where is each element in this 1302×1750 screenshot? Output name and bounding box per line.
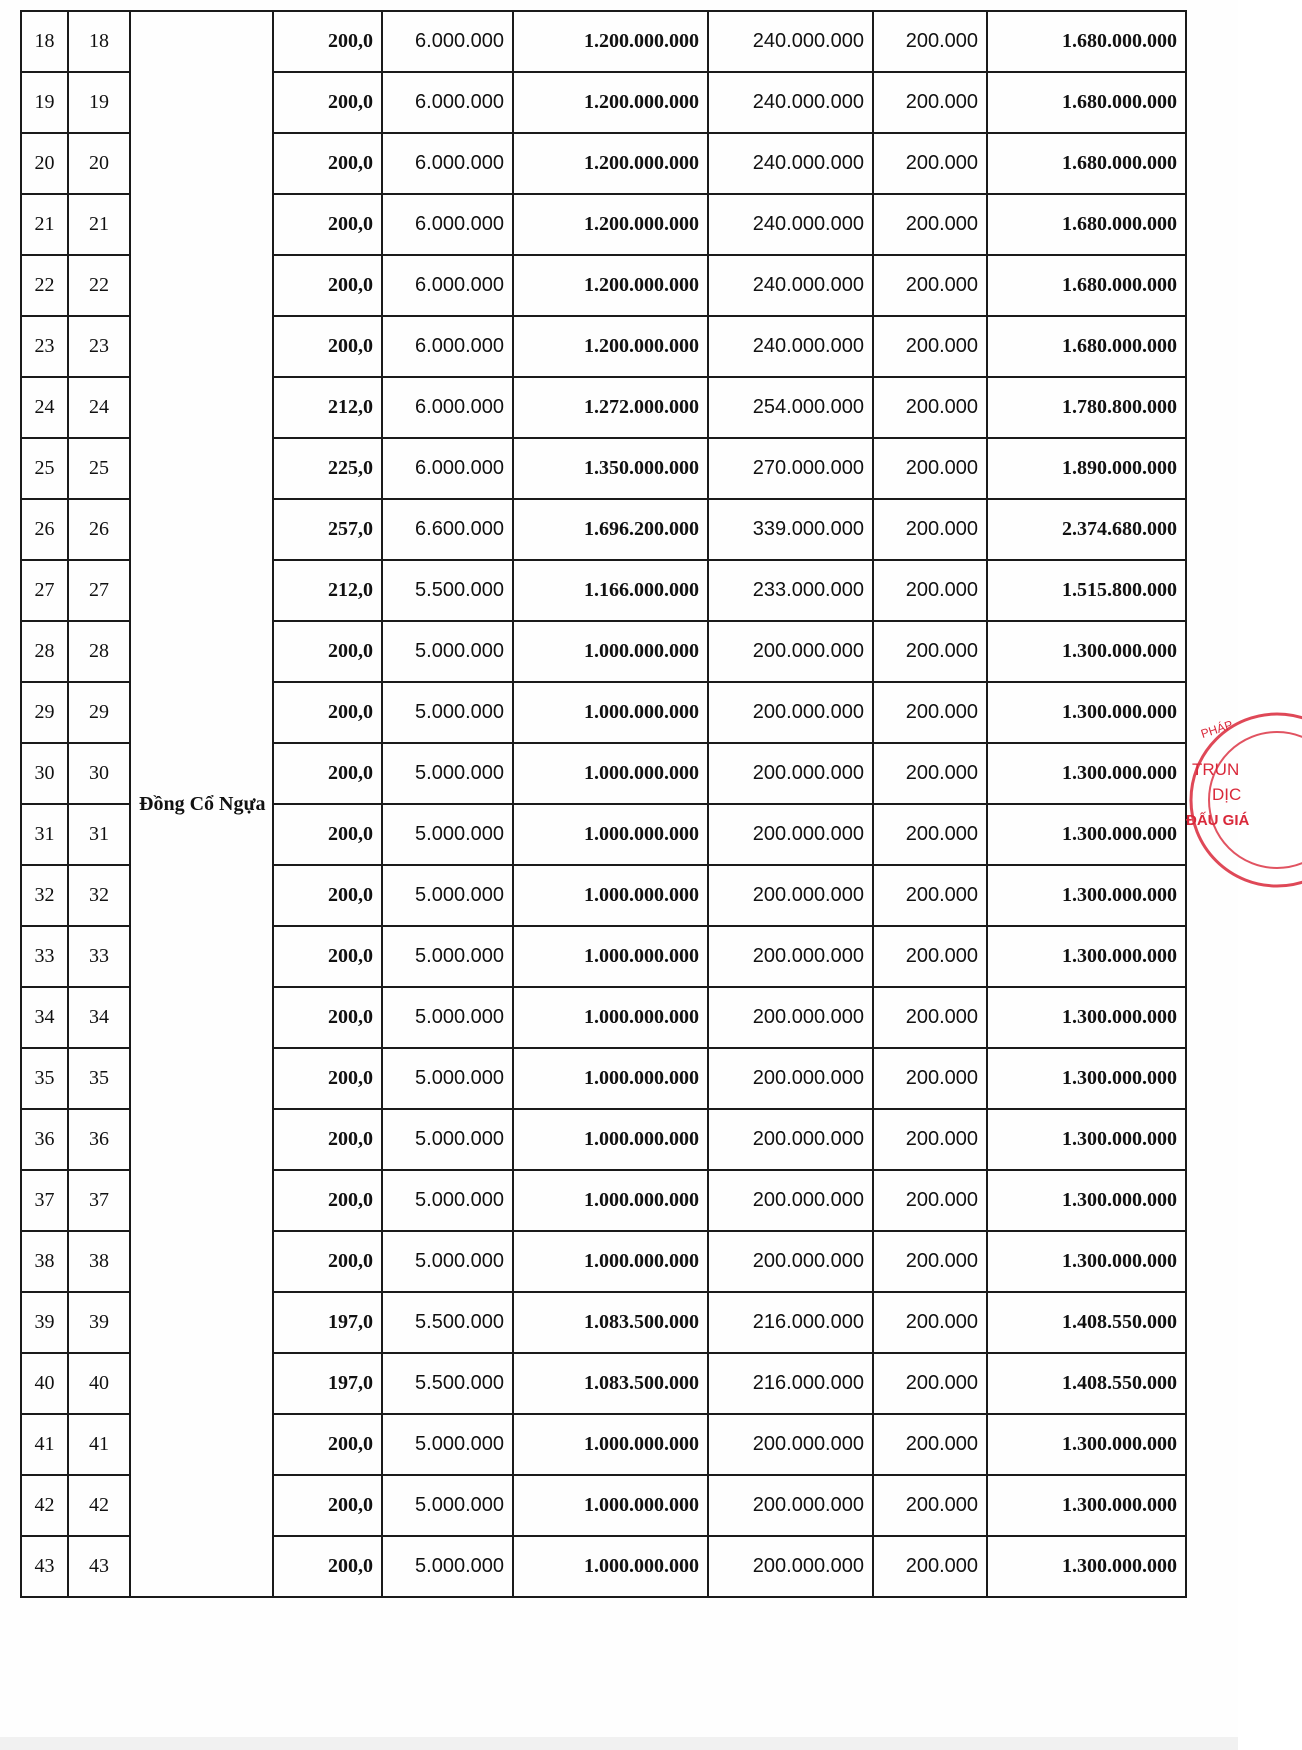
total-price-cell: 1.000.000.000 [513,1536,708,1597]
total-price-cell: 1.272.000.000 [513,377,708,438]
total-price-cell: 1.000.000.000 [513,1475,708,1536]
fee-cell: 200.000 [873,1170,987,1231]
unit-price-cell: 5.000.000 [382,804,513,865]
fee-cell: 200.000 [873,133,987,194]
auction-lots-table [20,10,1187,1598]
fee-cell: 200.000 [873,865,987,926]
deposit-cell: 200.000.000 [708,1170,873,1231]
row-index-cell: 21 [21,194,68,255]
fee-cell: 200.000 [873,1292,987,1353]
lot-number-cell: 37 [68,1170,130,1231]
deposit-cell: 200.000.000 [708,743,873,804]
deposit-cell: 216.000.000 [708,1292,873,1353]
row-index-cell: 38 [21,1231,68,1292]
row-index-cell: 40 [21,1353,68,1414]
lot-number-cell: 30 [68,743,130,804]
unit-price-cell: 5.000.000 [382,743,513,804]
fee-cell: 200.000 [873,11,987,72]
unit-price-cell: 6.000.000 [382,11,513,72]
area-cell: 200,0 [273,804,382,865]
row-index-cell: 26 [21,499,68,560]
area-cell: 200,0 [273,316,382,377]
deposit-cell: 240.000.000 [708,133,873,194]
area-cell: 200,0 [273,621,382,682]
unit-price-cell: 5.000.000 [382,1048,513,1109]
area-cell: 197,0 [273,1353,382,1414]
lot-number-cell: 28 [68,621,130,682]
deposit-cell: 240.000.000 [708,11,873,72]
lot-number-cell: 31 [68,804,130,865]
total-price-cell: 1.000.000.000 [513,1414,708,1475]
stamp-text: ĐẤU GIÁ [1186,812,1250,829]
row-index-cell: 42 [21,1475,68,1536]
unit-price-cell: 5.000.000 [382,1414,513,1475]
row-index-cell: 36 [21,1109,68,1170]
area-cell: 212,0 [273,377,382,438]
deposit-cell: 216.000.000 [708,1353,873,1414]
unit-price-cell: 5.000.000 [382,621,513,682]
row-index-cell: 30 [21,743,68,804]
total-price-cell: 1.166.000.000 [513,560,708,621]
lot-number-cell: 42 [68,1475,130,1536]
row-index-cell: 33 [21,926,68,987]
row-index-cell: 32 [21,865,68,926]
deposit-cell: 200.000.000 [708,987,873,1048]
final-amount-cell: 1.300.000.000 [987,1475,1186,1536]
fee-cell: 200.000 [873,682,987,743]
row-index-cell: 27 [21,560,68,621]
fee-cell: 200.000 [873,1353,987,1414]
row-index-cell: 29 [21,682,68,743]
fee-cell: 200.000 [873,926,987,987]
unit-price-cell: 6.000.000 [382,316,513,377]
total-price-cell: 1.000.000.000 [513,1170,708,1231]
row-index-cell: 31 [21,804,68,865]
final-amount-cell: 1.890.000.000 [987,438,1186,499]
deposit-cell: 200.000.000 [708,865,873,926]
total-price-cell: 1.000.000.000 [513,682,708,743]
final-amount-cell: 1.680.000.000 [987,316,1186,377]
stamp-text: PHÁP [1199,717,1235,741]
fee-cell: 200.000 [873,1109,987,1170]
lot-number-cell: 29 [68,682,130,743]
total-price-cell: 1.000.000.000 [513,1048,708,1109]
unit-price-cell: 5.000.000 [382,1231,513,1292]
area-cell: 200,0 [273,1109,382,1170]
total-price-cell: 1.200.000.000 [513,255,708,316]
fee-cell: 200.000 [873,743,987,804]
area-cell: 200,0 [273,1170,382,1231]
stamp-text: DỊC [1212,785,1242,804]
total-price-cell: 1.000.000.000 [513,987,708,1048]
unit-price-cell: 5.000.000 [382,1536,513,1597]
lot-number-cell: 21 [68,194,130,255]
area-cell: 200,0 [273,133,382,194]
unit-price-cell: 5.500.000 [382,560,513,621]
final-amount-cell: 1.300.000.000 [987,1231,1186,1292]
table-body [21,11,1186,1597]
deposit-cell: 200.000.000 [708,1536,873,1597]
fee-cell: 200.000 [873,1414,987,1475]
unit-price-cell: 5.000.000 [382,987,513,1048]
unit-price-cell: 6.000.000 [382,255,513,316]
row-index-cell: 39 [21,1292,68,1353]
total-price-cell: 1.000.000.000 [513,1231,708,1292]
unit-price-cell: 5.000.000 [382,865,513,926]
lot-number-cell: 34 [68,987,130,1048]
area-cell: 200,0 [273,1048,382,1109]
total-price-cell: 1.000.000.000 [513,865,708,926]
page-bottom-edge [0,1737,1238,1750]
deposit-cell: 200.000.000 [708,804,873,865]
row-index-cell: 35 [21,1048,68,1109]
area-cell: 200,0 [273,194,382,255]
area-cell: 200,0 [273,11,382,72]
deposit-cell: 200.000.000 [708,682,873,743]
fee-cell: 200.000 [873,194,987,255]
row-index-cell: 23 [21,316,68,377]
area-cell: 200,0 [273,1536,382,1597]
lot-number-cell: 41 [68,1414,130,1475]
lot-number-cell: 38 [68,1231,130,1292]
total-price-cell: 1.083.500.000 [513,1353,708,1414]
fee-cell: 200.000 [873,438,987,499]
unit-price-cell: 6.000.000 [382,377,513,438]
deposit-cell: 240.000.000 [708,194,873,255]
unit-price-cell: 5.000.000 [382,1475,513,1536]
final-amount-cell: 1.408.550.000 [987,1292,1186,1353]
total-price-cell: 1.200.000.000 [513,133,708,194]
unit-price-cell: 5.000.000 [382,926,513,987]
deposit-cell: 240.000.000 [708,72,873,133]
unit-price-cell: 6.000.000 [382,194,513,255]
unit-price-cell: 6.000.000 [382,72,513,133]
lot-number-cell: 43 [68,1536,130,1597]
deposit-cell: 200.000.000 [708,1109,873,1170]
fee-cell: 200.000 [873,377,987,438]
fee-cell: 200.000 [873,72,987,133]
area-cell: 200,0 [273,1414,382,1475]
lot-number-cell: 26 [68,499,130,560]
deposit-cell: 254.000.000 [708,377,873,438]
area-cell: 200,0 [273,255,382,316]
unit-price-cell: 6.000.000 [382,438,513,499]
unit-price-cell: 5.000.000 [382,682,513,743]
area-cell: 212,0 [273,560,382,621]
total-price-cell: 1.200.000.000 [513,316,708,377]
fee-cell: 200.000 [873,1048,987,1109]
lot-number-cell: 19 [68,72,130,133]
fee-cell: 200.000 [873,499,987,560]
fee-cell: 200.000 [873,255,987,316]
area-cell: 200,0 [273,987,382,1048]
unit-price-cell: 5.000.000 [382,1109,513,1170]
lot-number-cell: 18 [68,11,130,72]
lot-number-cell: 27 [68,560,130,621]
deposit-cell: 200.000.000 [708,1231,873,1292]
unit-price-cell: 5.500.000 [382,1292,513,1353]
final-amount-cell: 1.300.000.000 [987,743,1186,804]
fee-cell: 200.000 [873,804,987,865]
stamp-text: TRUN [1192,760,1240,779]
total-price-cell: 1.000.000.000 [513,743,708,804]
final-amount-cell: 1.300.000.000 [987,865,1186,926]
final-amount-cell: 1.300.000.000 [987,1048,1186,1109]
deposit-cell: 200.000.000 [708,621,873,682]
row-index-cell: 22 [21,255,68,316]
area-cell: 197,0 [273,1292,382,1353]
final-amount-cell: 1.300.000.000 [987,1170,1186,1231]
unit-price-cell: 6.000.000 [382,133,513,194]
area-cell: 200,0 [273,743,382,804]
lot-number-cell: 35 [68,1048,130,1109]
total-price-cell: 1.000.000.000 [513,621,708,682]
final-amount-cell: 1.300.000.000 [987,987,1186,1048]
fee-cell: 200.000 [873,316,987,377]
lot-number-cell: 25 [68,438,130,499]
total-price-cell: 1.696.200.000 [513,499,708,560]
total-price-cell: 1.083.500.000 [513,1292,708,1353]
unit-price-cell: 5.500.000 [382,1353,513,1414]
final-amount-cell: 1.300.000.000 [987,926,1186,987]
area-cell: 200,0 [273,682,382,743]
row-index-cell: 20 [21,133,68,194]
location-cell: Đồng Cổ Ngựa [130,11,273,1597]
final-amount-cell: 1.680.000.000 [987,255,1186,316]
fee-cell: 200.000 [873,621,987,682]
final-amount-cell: 1.300.000.000 [987,1414,1186,1475]
final-amount-cell: 1.300.000.000 [987,1109,1186,1170]
final-amount-cell: 1.780.800.000 [987,377,1186,438]
fee-cell: 200.000 [873,987,987,1048]
deposit-cell: 339.000.000 [708,499,873,560]
fee-cell: 200.000 [873,560,987,621]
seal-graphic [1182,705,1302,895]
fee-cell: 200.000 [873,1475,987,1536]
final-amount-cell: 2.374.680.000 [987,499,1186,560]
row-index-cell: 28 [21,621,68,682]
total-price-cell: 1.350.000.000 [513,438,708,499]
final-amount-cell: 1.300.000.000 [987,804,1186,865]
deposit-cell: 240.000.000 [708,255,873,316]
total-price-cell: 1.000.000.000 [513,1109,708,1170]
lot-number-cell: 39 [68,1292,130,1353]
deposit-cell: 233.000.000 [708,560,873,621]
row-index-cell: 19 [21,72,68,133]
area-cell: 200,0 [273,865,382,926]
total-price-cell: 1.000.000.000 [513,804,708,865]
lot-number-cell: 22 [68,255,130,316]
final-amount-cell: 1.300.000.000 [987,682,1186,743]
final-amount-cell: 1.680.000.000 [987,72,1186,133]
final-amount-cell: 1.680.000.000 [987,133,1186,194]
fee-cell: 200.000 [873,1536,987,1597]
area-cell: 200,0 [273,1231,382,1292]
deposit-cell: 200.000.000 [708,1048,873,1109]
row-index-cell: 37 [21,1170,68,1231]
row-index-cell: 18 [21,11,68,72]
unit-price-cell: 5.000.000 [382,1170,513,1231]
unit-price-cell: 6.600.000 [382,499,513,560]
final-amount-cell: 1.680.000.000 [987,194,1186,255]
lot-number-cell: 24 [68,377,130,438]
final-amount-cell: 1.300.000.000 [987,1536,1186,1597]
table-row [21,11,1186,72]
row-index-cell: 24 [21,377,68,438]
area-cell: 225,0 [273,438,382,499]
row-index-cell: 41 [21,1414,68,1475]
total-price-cell: 1.200.000.000 [513,11,708,72]
deposit-cell: 200.000.000 [708,1414,873,1475]
deposit-cell: 240.000.000 [708,316,873,377]
lot-number-cell: 20 [68,133,130,194]
total-price-cell: 1.200.000.000 [513,194,708,255]
final-amount-cell: 1.680.000.000 [987,11,1186,72]
deposit-cell: 270.000.000 [708,438,873,499]
lot-number-cell: 33 [68,926,130,987]
fee-cell: 200.000 [873,1231,987,1292]
deposit-cell: 200.000.000 [708,926,873,987]
area-cell: 200,0 [273,72,382,133]
lot-number-cell: 23 [68,316,130,377]
lot-number-cell: 36 [68,1109,130,1170]
total-price-cell: 1.200.000.000 [513,72,708,133]
lot-number-cell: 32 [68,865,130,926]
final-amount-cell: 1.408.550.000 [987,1353,1186,1414]
red-seal-stamp [1182,705,1250,895]
area-cell: 200,0 [273,926,382,987]
total-price-cell: 1.000.000.000 [513,926,708,987]
lot-number-cell: 40 [68,1353,130,1414]
row-index-cell: 25 [21,438,68,499]
area-cell: 200,0 [273,1475,382,1536]
final-amount-cell: 1.515.800.000 [987,560,1186,621]
row-index-cell: 34 [21,987,68,1048]
row-index-cell: 43 [21,1536,68,1597]
final-amount-cell: 1.300.000.000 [987,621,1186,682]
area-cell: 257,0 [273,499,382,560]
deposit-cell: 200.000.000 [708,1475,873,1536]
